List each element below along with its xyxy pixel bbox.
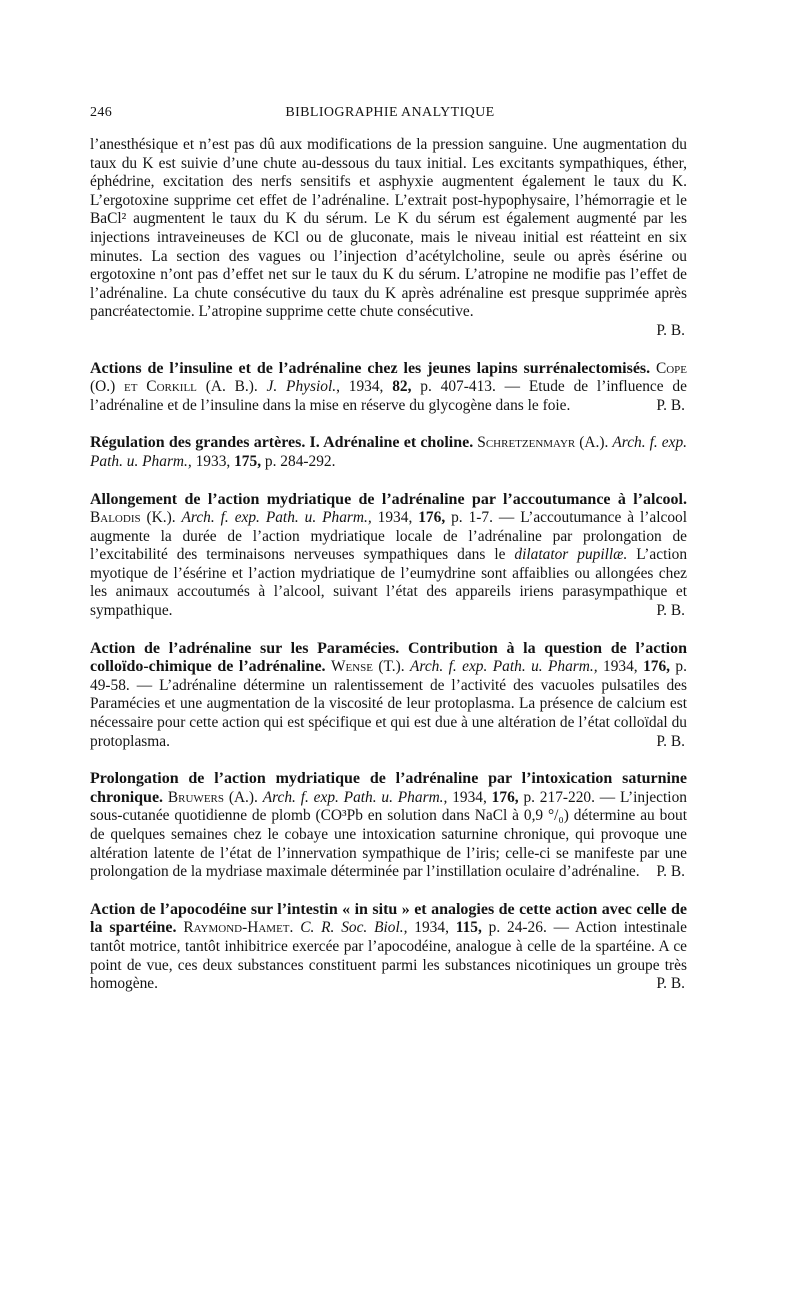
entry-pages: p. 284-292.	[264, 452, 336, 470]
entry-title: Allongement de l’action mydriatique de l’adrénaline par l’accoutumance à l’alcool.	[90, 490, 687, 508]
entry-abstract: — L’injection sous-cutanée quotidienne de plomb (CO³Pb en solution dans NaCl à 0,9 °/₀) détermine au bout de quelques semaines chez le cobaye une intoxication saturnine chronique, qui provoque une altération latente de l’état de l’innervation sympathique de l’iris; celle-ci se manifeste par une prolongation de la mydriase maximale déterminée par l’instillation oculaire d’adrénaline.	[90, 788, 687, 881]
entry-body	[90, 491, 687, 621]
entry-initials: P. B.	[656, 321, 685, 339]
page-number: 246	[90, 105, 113, 120]
entry-title: Régulation des grandes artères. I. Adrénaline et choline.	[90, 434, 474, 452]
entry-authors: Schretzenmayr (A.).	[477, 434, 609, 452]
entry-continuation	[90, 136, 687, 341]
bibliography-entry	[90, 770, 687, 882]
entry-abstract: — L’adrénaline détermine un ralentissement de l’activité des vacuoles pulsatiles des Paramécies et une augmentation de la viscosité de leur protoplasma. La présence de calcium est nécessaire pour cette action qui est spécifique et qui est due à une altération de l’état colloïdal du protoplasma.	[90, 676, 687, 750]
entry-title: Actions de l’insuline et de l’adrénaline chez les jeunes lapins surrénalectomisés.	[90, 359, 651, 377]
entry-year: 1934,	[414, 919, 449, 937]
entry-authors: Raymond-Hamet.	[183, 919, 294, 937]
entry-abstract: l’anesthésique et n’est pas dû aux modifications de la pression sanguine. Une augmentation du taux du K est suivie d’une chute au-dessous du taux initial. Les excitants sympathiques, éther, éphédrine, excitation des nerfs sensitifs et asphyxie augmentent également le taux du K. L’ergotoxine supprime cet effet de l’adrénaline. L’extrait post-hypophysaire, l’hémorragie et le BaCl² augmentent le taux du K du sérum. Le K du sérum est également augmenté par les injections intraveineuses de KCl ou de gluconate, mais le niveau initial est réatteint en six minutes. La section des vagues ou l’injection d’acétylcholine, seule ou après ésérine ou ergotoxine n’ont pas d’effet net sur le taux du K du sérum. L’atropine ne modifie pas l’effet de l’adrénaline. La chute consécutive du taux du K après adrénaline est presque supprimée après pancréatectomie. L’atropine supprime cette chute consécutive.	[90, 136, 687, 321]
entry-volume: 176,	[491, 788, 519, 806]
entry-body	[90, 434, 687, 471]
bibliography-entry	[90, 491, 687, 621]
entry-pages: p. 407-413.	[420, 378, 496, 396]
entry-volume: 175,	[234, 452, 262, 470]
entry-pages: p. 217-220.	[523, 788, 595, 806]
entry-journal: Arch. f. exp. Path. u. Pharm.,	[410, 658, 598, 676]
entry-year: 1934,	[377, 509, 413, 527]
entry-initials: P. B.	[656, 602, 685, 620]
entry-year: 1934,	[603, 658, 638, 676]
bibliography-entry	[90, 640, 687, 752]
entry-initials: P. B.	[656, 975, 685, 993]
entry-body: Actions de l’insuline et de l’adrénaline chez les jeunes lapins surrénalectomisés. Cope (O.) et Corkill (A. B.). J. Physiol., 1934, 82, p. 407-413. — Etude de l’influence de l’adrénaline et de l’insuline dans la mise en réserve du glycogène dans le foie. P. B.	[90, 359, 687, 414]
entry-volume: 176,	[418, 509, 446, 527]
entry-abstract-italic: dilatator pupillæ.	[514, 546, 628, 564]
entry-volume: 82,	[392, 378, 412, 396]
page-header	[90, 104, 690, 124]
entry-journal: Arch. f. exp. Path. u. Pharm.,	[262, 788, 448, 806]
text-column	[90, 136, 687, 994]
entry-body	[90, 770, 687, 882]
bibliography-entry	[90, 360, 687, 416]
bibliography-entry	[90, 901, 687, 994]
entry-abstract-cont: L’action myotique de l’ésérine et l’action mydriatique de l’eumydrine sont affaiblies ou allongées chez les animaux accoutumés à l’alcool, suivant l’état des appareils iriens parasympathique et sympathique.	[90, 546, 688, 620]
bibliography-entry	[90, 434, 687, 471]
entry-volume: 115,	[455, 919, 482, 937]
entry-journal: Arch. f. exp. Path. u. Pharm.,	[181, 509, 372, 527]
entry-volume: 176,	[643, 658, 670, 676]
entry-abstract: — L’accoutumance à l’alcool augmente la durée de l’action mydriatique locale de l’adrénaline par prolongation de l’excitabilité des terminaisons nerveuses sympathiques dans le	[90, 509, 688, 564]
entry-authors: Wense (T.).	[330, 658, 405, 676]
entry-year: 1934,	[348, 378, 384, 396]
entry-journal: Arch. f. exp. Path. u. Pharm.,	[90, 434, 687, 470]
running-title: BIBLIOGRAPHIE ANALYTIQUE	[285, 105, 495, 120]
entry-authors: Balodis (K.).	[90, 509, 176, 527]
entry-initials: P. B.	[656, 863, 685, 881]
entry-pages: p. 49-58.	[90, 658, 687, 694]
entry-year: 1933,	[195, 452, 231, 470]
entry-year: 1934,	[452, 788, 487, 806]
entry-title: Action de l’apocodéine sur l’intestin « in situ » et analogies de cette action avec celle de la spartéine.	[90, 900, 687, 937]
entry-body	[90, 640, 687, 752]
entry-title: Prolongation de l’action mydriatique de l’adrénaline par l’intoxication saturnine chronique.	[90, 770, 687, 806]
entry-initials: P. B.	[656, 396, 685, 414]
entry-body	[90, 901, 687, 994]
entry-abstract: — Action intestinale tantôt motrice, tantôt inhibitrice exercée par l’apocodéine, analogue à celle de la spartéine. A ce point de vue, ces deux substances constituent parmi les substances nicotiniques un groupe très homogène.	[90, 919, 687, 993]
entry-journal: C. R. Soc. Biol.,	[300, 919, 408, 937]
entry-initials: P. B.	[656, 732, 685, 750]
entry-authors: Cope (O.) et Corkill (A. B.).	[90, 359, 687, 396]
entry-journal: J. Physiol.	[266, 378, 337, 396]
entry-abstract: — Etude de l’influence de l’adrénaline et de l’insuline dans la mise en réserve du glycogène dans le foie.	[90, 378, 687, 414]
entry-pages: p. 1-7.	[451, 509, 493, 527]
entry-pages: p. 24-26.	[488, 919, 547, 937]
entry-authors: Bruwers (A.).	[167, 788, 258, 806]
entry-title: Action de l’adrénaline sur les Paramécies. Contribution à la question de l’action colloïdo-chimique de l’adrénaline.	[90, 639, 687, 676]
